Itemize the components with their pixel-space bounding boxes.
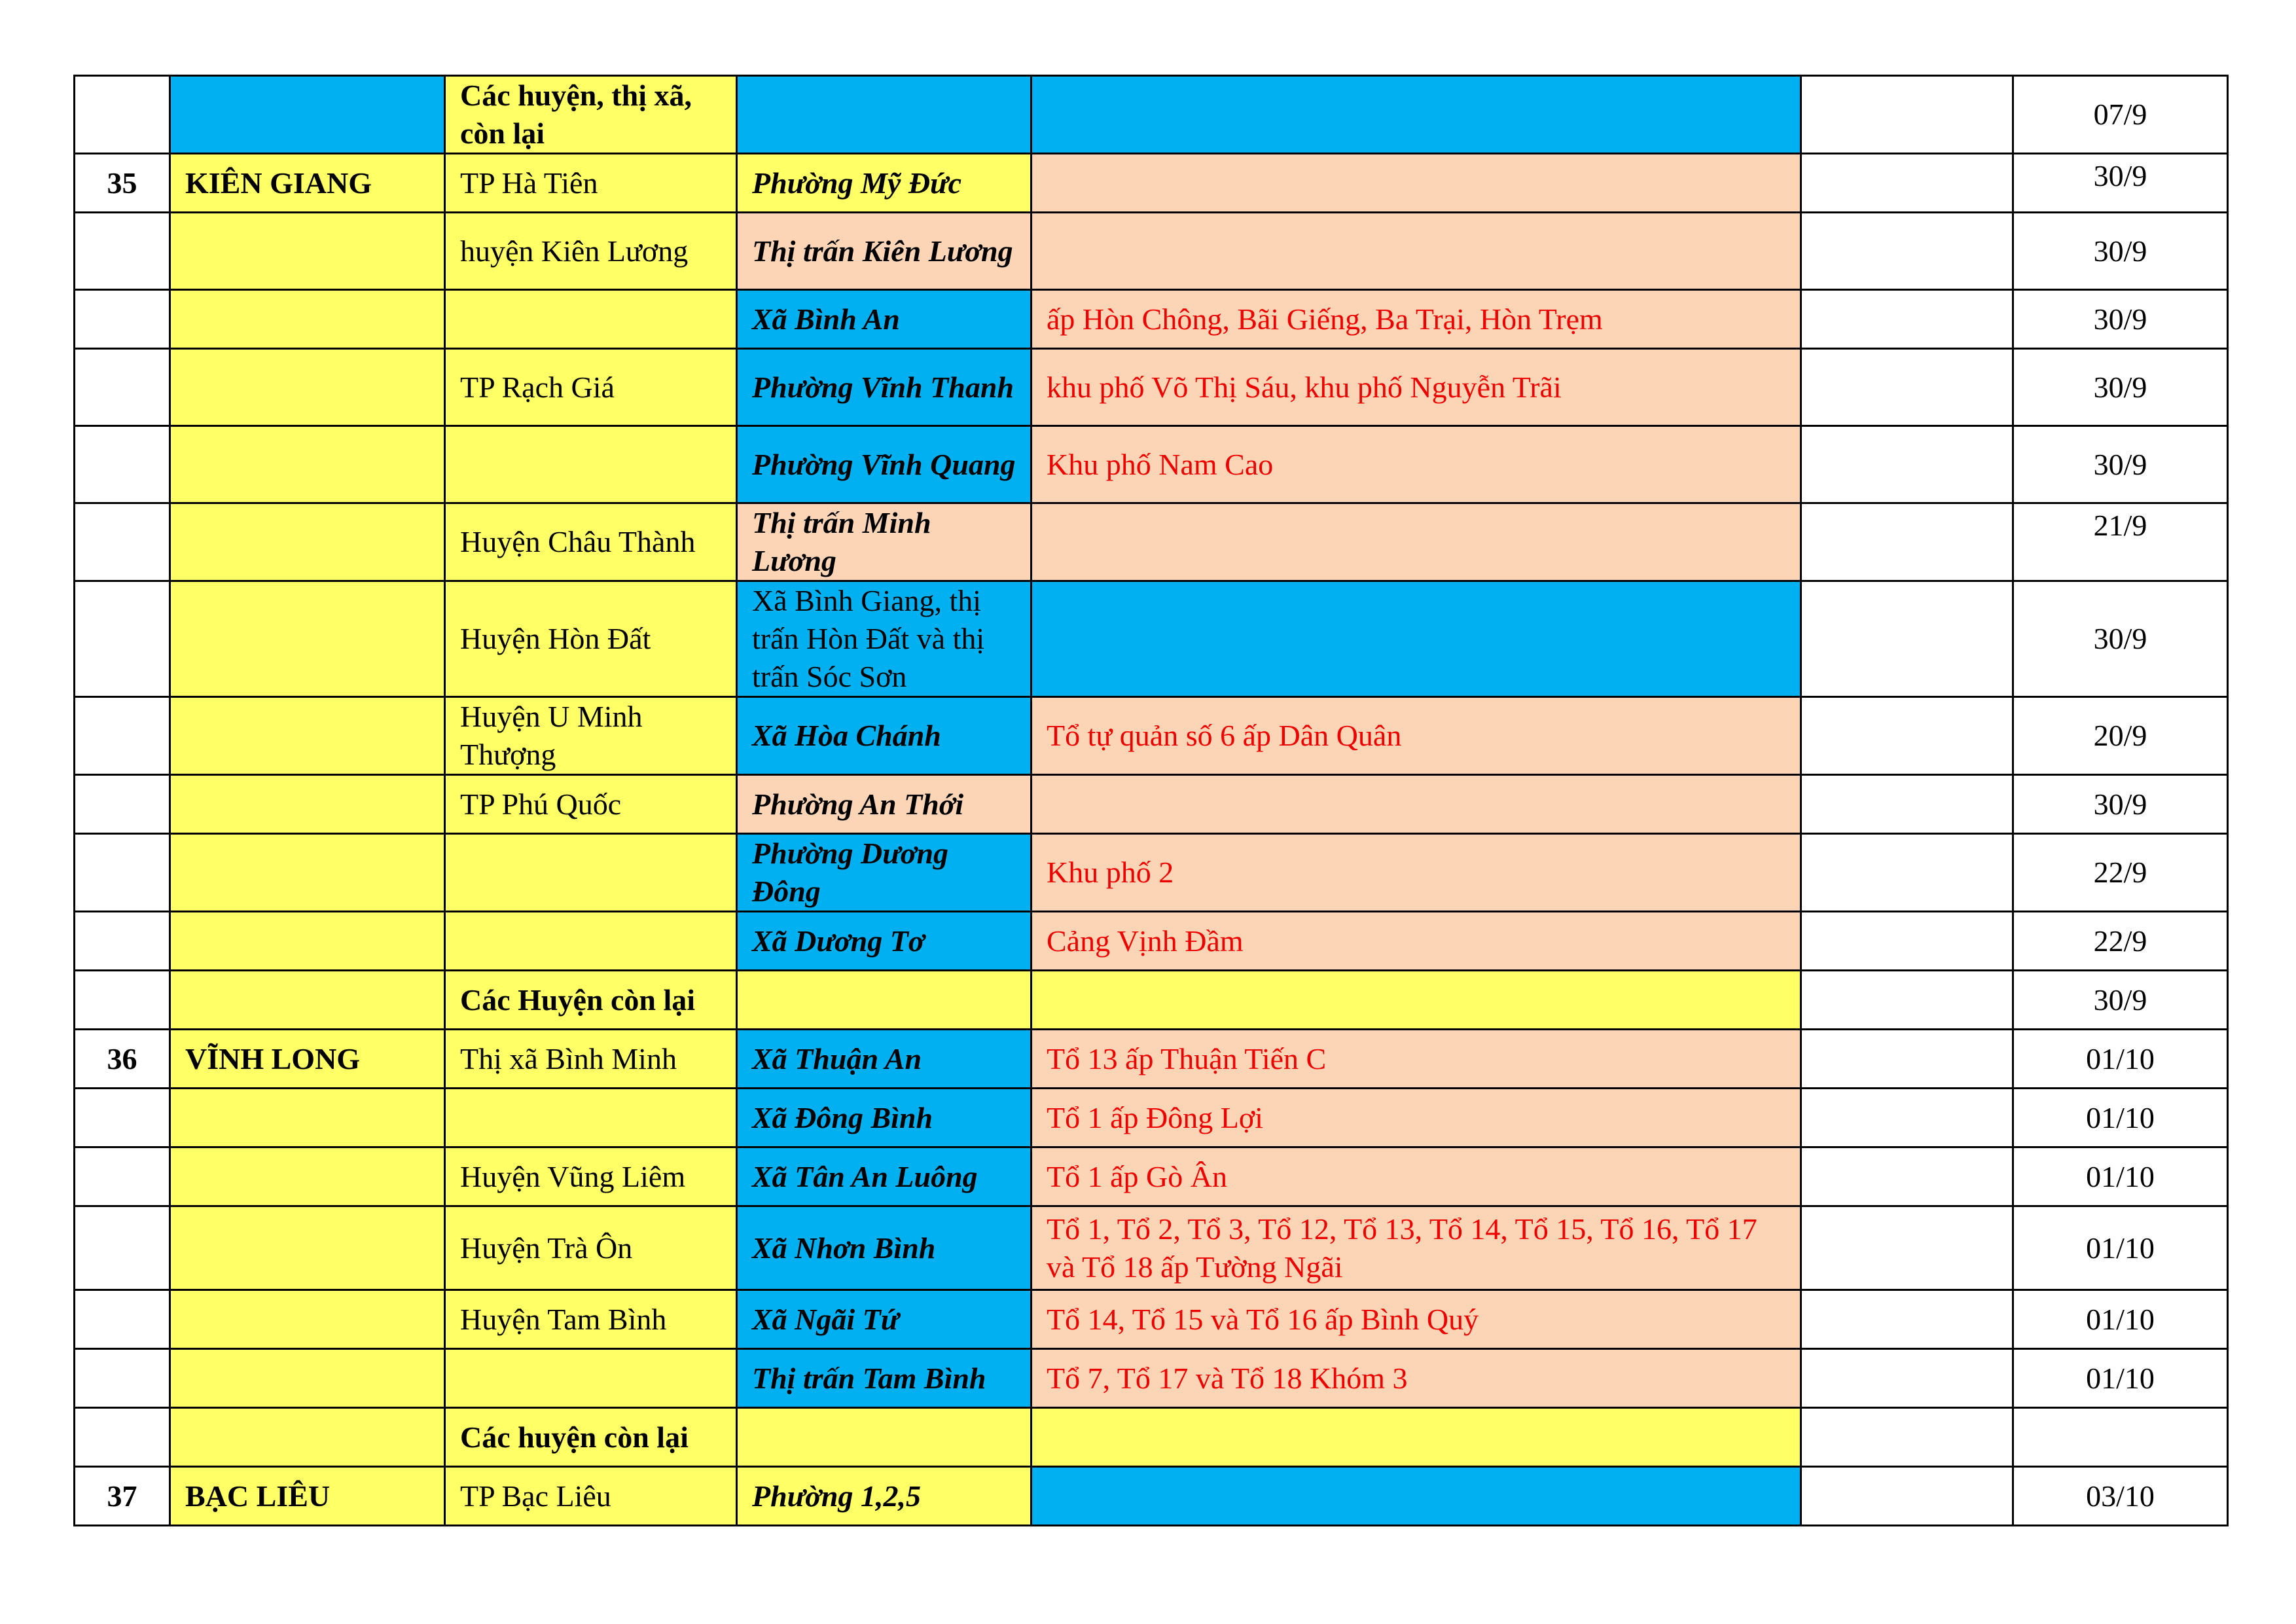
note-cell <box>1801 1089 2013 1147</box>
row-number <box>75 1206 170 1290</box>
province-cell <box>170 213 445 290</box>
area-cell: Tổ 7, Tổ 17 và Tổ 18 Khóm 3 <box>1031 1349 1801 1408</box>
row-number <box>75 1147 170 1206</box>
area-cell <box>1031 503 1801 581</box>
commune-cell: Phường Mỹ Đức <box>737 154 1031 213</box>
province-cell <box>170 775 445 834</box>
note-cell <box>1801 912 2013 971</box>
district-cell: TP Phú Quốc <box>445 775 737 834</box>
province-cell <box>170 1206 445 1290</box>
date-cell <box>2013 1408 2228 1467</box>
date-cell: 01/10 <box>2013 1147 2228 1206</box>
area-cell <box>1031 971 1801 1030</box>
note-cell <box>1801 971 2013 1030</box>
date-cell: 30/9 <box>2013 971 2228 1030</box>
province-cell <box>170 290 445 349</box>
date-cell: 30/9 <box>2013 213 2228 290</box>
date-cell: 22/9 <box>2013 912 2228 971</box>
province-cell <box>170 912 445 971</box>
date-cell: 22/9 <box>2013 834 2228 912</box>
commune-cell: Xã Dương Tơ <box>737 912 1031 971</box>
area-cell <box>1031 154 1801 213</box>
area-cell <box>1031 76 1801 154</box>
table-row <box>75 1147 2228 1206</box>
table-row <box>75 76 2228 154</box>
row-number <box>75 697 170 775</box>
province-cell <box>170 349 445 426</box>
note-cell <box>1801 349 2013 426</box>
table-row <box>75 697 2228 775</box>
note-cell <box>1801 76 2013 154</box>
province-cell <box>170 1089 445 1147</box>
table-row <box>75 1408 2228 1467</box>
row-number <box>75 581 170 697</box>
district-cell: huyện Kiên Lương <box>445 213 737 290</box>
commune-cell <box>737 971 1031 1030</box>
area-cell: Cảng Vịnh Đầm <box>1031 912 1801 971</box>
province-cell <box>170 426 445 503</box>
date-cell: 01/10 <box>2013 1206 2228 1290</box>
row-number <box>75 834 170 912</box>
date-cell: 01/10 <box>2013 1290 2228 1349</box>
province-cell <box>170 503 445 581</box>
area-cell: Tổ 1 ấp Đông Lợi <box>1031 1089 1801 1147</box>
note-cell <box>1801 290 2013 349</box>
district-cell: Huyện Vũng Liêm <box>445 1147 737 1206</box>
province-cell: BẠC LIÊU <box>170 1467 445 1526</box>
area-cell <box>1031 1408 1801 1467</box>
commune-cell: Xã Bình Giang, thị trấn Hòn Đất và thị trấn Sóc Sơn <box>737 581 1031 697</box>
table-row <box>75 503 2228 581</box>
district-cell <box>445 1089 737 1147</box>
note-cell <box>1801 1147 2013 1206</box>
date-cell: 01/10 <box>2013 1089 2228 1147</box>
row-number <box>75 1349 170 1408</box>
province-cell <box>170 76 445 154</box>
area-cell: Tổ 14, Tổ 15 và Tổ 16 ấp Bình Quý <box>1031 1290 1801 1349</box>
date-cell: 03/10 <box>2013 1467 2228 1526</box>
row-number <box>75 290 170 349</box>
area-cell <box>1031 1467 1801 1526</box>
commune-cell: Xã Thuận An <box>737 1030 1031 1089</box>
province-cell <box>170 971 445 1030</box>
commune-cell <box>737 1408 1031 1467</box>
date-cell: 30/9 <box>2013 290 2228 349</box>
table-row <box>75 912 2228 971</box>
table-row <box>75 581 2228 697</box>
commune-cell: Phường Vĩnh Thanh <box>737 349 1031 426</box>
note-cell <box>1801 1467 2013 1526</box>
district-cell: Thị xã Bình Minh <box>445 1030 737 1089</box>
commune-cell: Xã Bình An <box>737 290 1031 349</box>
row-number <box>75 426 170 503</box>
area-cell: Tổ 13 ấp Thuận Tiến C <box>1031 1030 1801 1089</box>
table-row <box>75 834 2228 912</box>
district-cell: Huyện Trà Ôn <box>445 1206 737 1290</box>
table-row <box>75 154 2228 213</box>
commune-cell: Xã Nhơn Bình <box>737 1206 1031 1290</box>
commune-cell: Thị trấn Minh Lương <box>737 503 1031 581</box>
table-row <box>75 213 2228 290</box>
note-cell <box>1801 154 2013 213</box>
note-cell <box>1801 426 2013 503</box>
commune-cell: Phường Vĩnh Quang <box>737 426 1031 503</box>
district-cell <box>445 912 737 971</box>
row-number: 36 <box>75 1030 170 1089</box>
commune-cell: Thị trấn Kiên Lương <box>737 213 1031 290</box>
row-number: 37 <box>75 1467 170 1526</box>
date-cell: 30/9 <box>2013 775 2228 834</box>
district-cell: TP Bạc Liêu <box>445 1467 737 1526</box>
district-cell: Các huyện, thị xã, còn lại <box>445 76 737 154</box>
table-row <box>75 1349 2228 1408</box>
area-cell: ấp Hòn Chông, Bãi Giếng, Ba Trại, Hòn Trẹm <box>1031 290 1801 349</box>
note-cell <box>1801 1206 2013 1290</box>
district-cell: TP Rạch Giá <box>445 349 737 426</box>
row-number <box>75 971 170 1030</box>
note-cell <box>1801 581 2013 697</box>
commune-cell: Phường Dương Đông <box>737 834 1031 912</box>
commune-cell: Xã Đông Bình <box>737 1089 1031 1147</box>
table-row <box>75 426 2228 503</box>
note-cell <box>1801 213 2013 290</box>
row-number <box>75 76 170 154</box>
area-cell: Tổ 1 ấp Gò Ân <box>1031 1147 1801 1206</box>
note-cell <box>1801 1408 2013 1467</box>
district-cell: Các Huyện còn lại <box>445 971 737 1030</box>
area-cell: Khu phố 2 <box>1031 834 1801 912</box>
note-cell <box>1801 834 2013 912</box>
note-cell <box>1801 1349 2013 1408</box>
commune-cell: Thị trấn Tam Bình <box>737 1349 1031 1408</box>
district-cell <box>445 290 737 349</box>
province-cell <box>170 1349 445 1408</box>
commune-cell <box>737 76 1031 154</box>
province-cell: VĨNH LONG <box>170 1030 445 1089</box>
regions-table <box>73 75 2229 1526</box>
note-cell <box>1801 1030 2013 1089</box>
commune-cell: Phường 1,2,5 <box>737 1467 1031 1526</box>
area-cell: khu phố Võ Thị Sáu, khu phố Nguyễn Trãi <box>1031 349 1801 426</box>
commune-cell: Xã Hòa Chánh <box>737 697 1031 775</box>
province-cell <box>170 1290 445 1349</box>
district-cell: Huyện U Minh Thượng <box>445 697 737 775</box>
table-row <box>75 1030 2228 1089</box>
date-cell: 30/9 <box>2013 349 2228 426</box>
area-cell <box>1031 775 1801 834</box>
district-cell: Các huyện còn lại <box>445 1408 737 1467</box>
date-cell: 20/9 <box>2013 697 2228 775</box>
date-cell: 30/9 <box>2013 154 2228 213</box>
area-cell: Tổ 1, Tổ 2, Tổ 3, Tổ 12, Tổ 13, Tổ 14, Tổ 15, Tổ 16, Tổ 17 và Tổ 18 ấp Tường Ngãi <box>1031 1206 1801 1290</box>
date-cell: 07/9 <box>2013 76 2228 154</box>
row-number <box>75 912 170 971</box>
row-number <box>75 1290 170 1349</box>
commune-cell: Xã Tân An Luông <box>737 1147 1031 1206</box>
table-row <box>75 1206 2228 1290</box>
table-row <box>75 971 2228 1030</box>
province-cell <box>170 581 445 697</box>
row-number <box>75 349 170 426</box>
note-cell <box>1801 697 2013 775</box>
table-row <box>75 349 2228 426</box>
date-cell: 21/9 <box>2013 503 2228 581</box>
note-cell <box>1801 1290 2013 1349</box>
table-row <box>75 1290 2228 1349</box>
date-cell: 30/9 <box>2013 426 2228 503</box>
table-row <box>75 775 2228 834</box>
province-cell <box>170 1147 445 1206</box>
province-cell: KIÊN GIANG <box>170 154 445 213</box>
district-cell: Huyện Hòn Đất <box>445 581 737 697</box>
row-number <box>75 503 170 581</box>
area-cell <box>1031 213 1801 290</box>
area-cell: Tổ tự quản số 6 ấp Dân Quân <box>1031 697 1801 775</box>
table-row <box>75 290 2228 349</box>
row-number: 35 <box>75 154 170 213</box>
commune-cell: Phường An Thới <box>737 775 1031 834</box>
area-cell <box>1031 581 1801 697</box>
row-number <box>75 775 170 834</box>
province-cell <box>170 1408 445 1467</box>
district-cell: TP Hà Tiên <box>445 154 737 213</box>
area-cell: Khu phố Nam Cao <box>1031 426 1801 503</box>
province-cell <box>170 697 445 775</box>
date-cell: 30/9 <box>2013 581 2228 697</box>
district-cell <box>445 1349 737 1408</box>
row-number <box>75 1089 170 1147</box>
district-cell: Huyện Châu Thành <box>445 503 737 581</box>
district-cell <box>445 426 737 503</box>
district-cell <box>445 834 737 912</box>
table-row <box>75 1467 2228 1526</box>
district-cell: Huyện Tam Bình <box>445 1290 737 1349</box>
row-number <box>75 1408 170 1467</box>
date-cell: 01/10 <box>2013 1030 2228 1089</box>
note-cell <box>1801 503 2013 581</box>
province-cell <box>170 834 445 912</box>
table-row <box>75 1089 2228 1147</box>
commune-cell: Xã Ngãi Tứ <box>737 1290 1031 1349</box>
row-number <box>75 213 170 290</box>
note-cell <box>1801 775 2013 834</box>
date-cell: 01/10 <box>2013 1349 2228 1408</box>
